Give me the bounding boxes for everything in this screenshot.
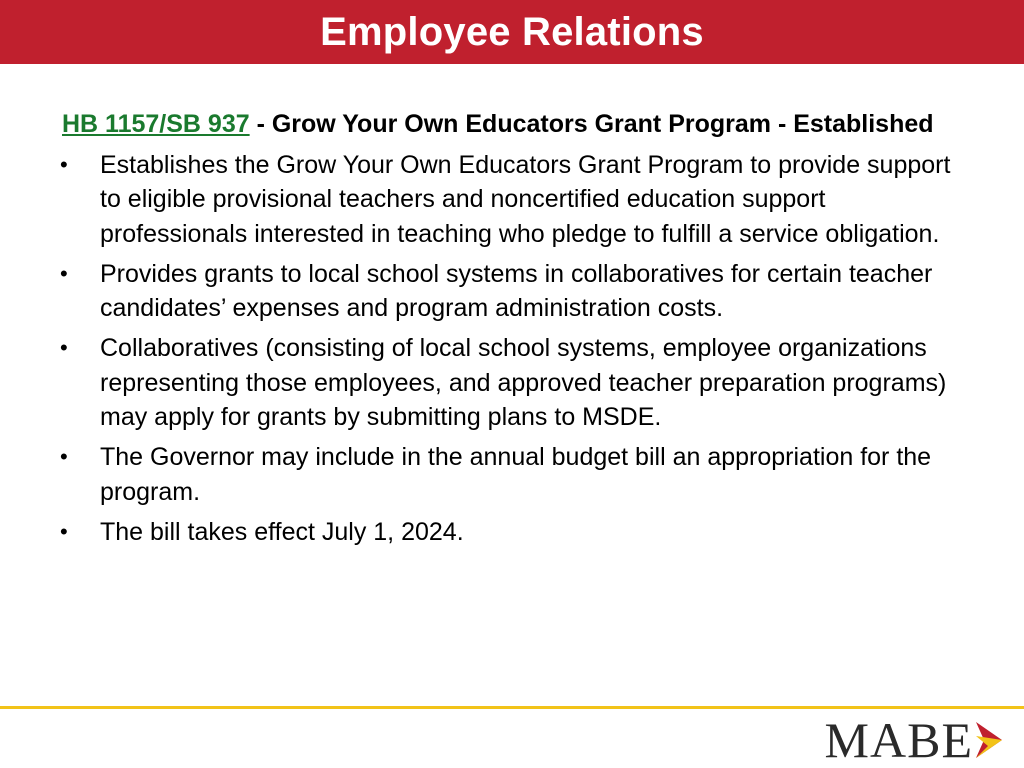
bill-heading-text: - Grow Your Own Educators Grant Program - Established [249, 110, 934, 138]
bullet-text: Provides grants to local school systems in collaboratives for certain teacher candidates’ expenses and program administration costs. [100, 259, 933, 323]
logo-text: MABE [824, 712, 973, 768]
bullet-item [62, 440, 972, 509]
bill-heading [62, 108, 972, 141]
bullet-icon: • [60, 152, 68, 177]
bullet-text: The bill takes effect July 1, 2024. [100, 517, 464, 546]
bullet-text: Collaboratives (consisting of local school systems, employee organizations representing those employees, and approved teacher preparation programs) may apply for grants by submitting plans to MSDE. [100, 334, 947, 432]
bullet-icon: • [60, 444, 68, 470]
footer-divider [0, 706, 1024, 709]
title-bar [0, 0, 1024, 64]
bullet-icon: • [60, 335, 68, 361]
bullet-item [62, 515, 972, 549]
slide-content [62, 108, 972, 555]
bullet-text: Establishes the Grow Your Own Educators Grant Program to provide support to eligible provisional teachers and noncertified education support professionals interested in teaching who pledge to fulfill a service obligation. [100, 151, 951, 248]
bullet-icon: • [60, 260, 68, 286]
slide-title: Employee Relations [320, 10, 704, 54]
bullet-icon: • [60, 518, 68, 544]
bullet-text: The Governor may include in the annual budget bill an appropriation for the program. [100, 443, 932, 506]
bill-number-link[interactable]: HB 1157/SB 937 [62, 110, 250, 138]
bullet-item [62, 331, 972, 434]
bullet-item [62, 257, 972, 326]
mabe-logo [824, 712, 1004, 768]
bullet-list [62, 148, 972, 549]
logo-arrow-icon [974, 718, 1004, 758]
bullet-item [62, 148, 972, 251]
